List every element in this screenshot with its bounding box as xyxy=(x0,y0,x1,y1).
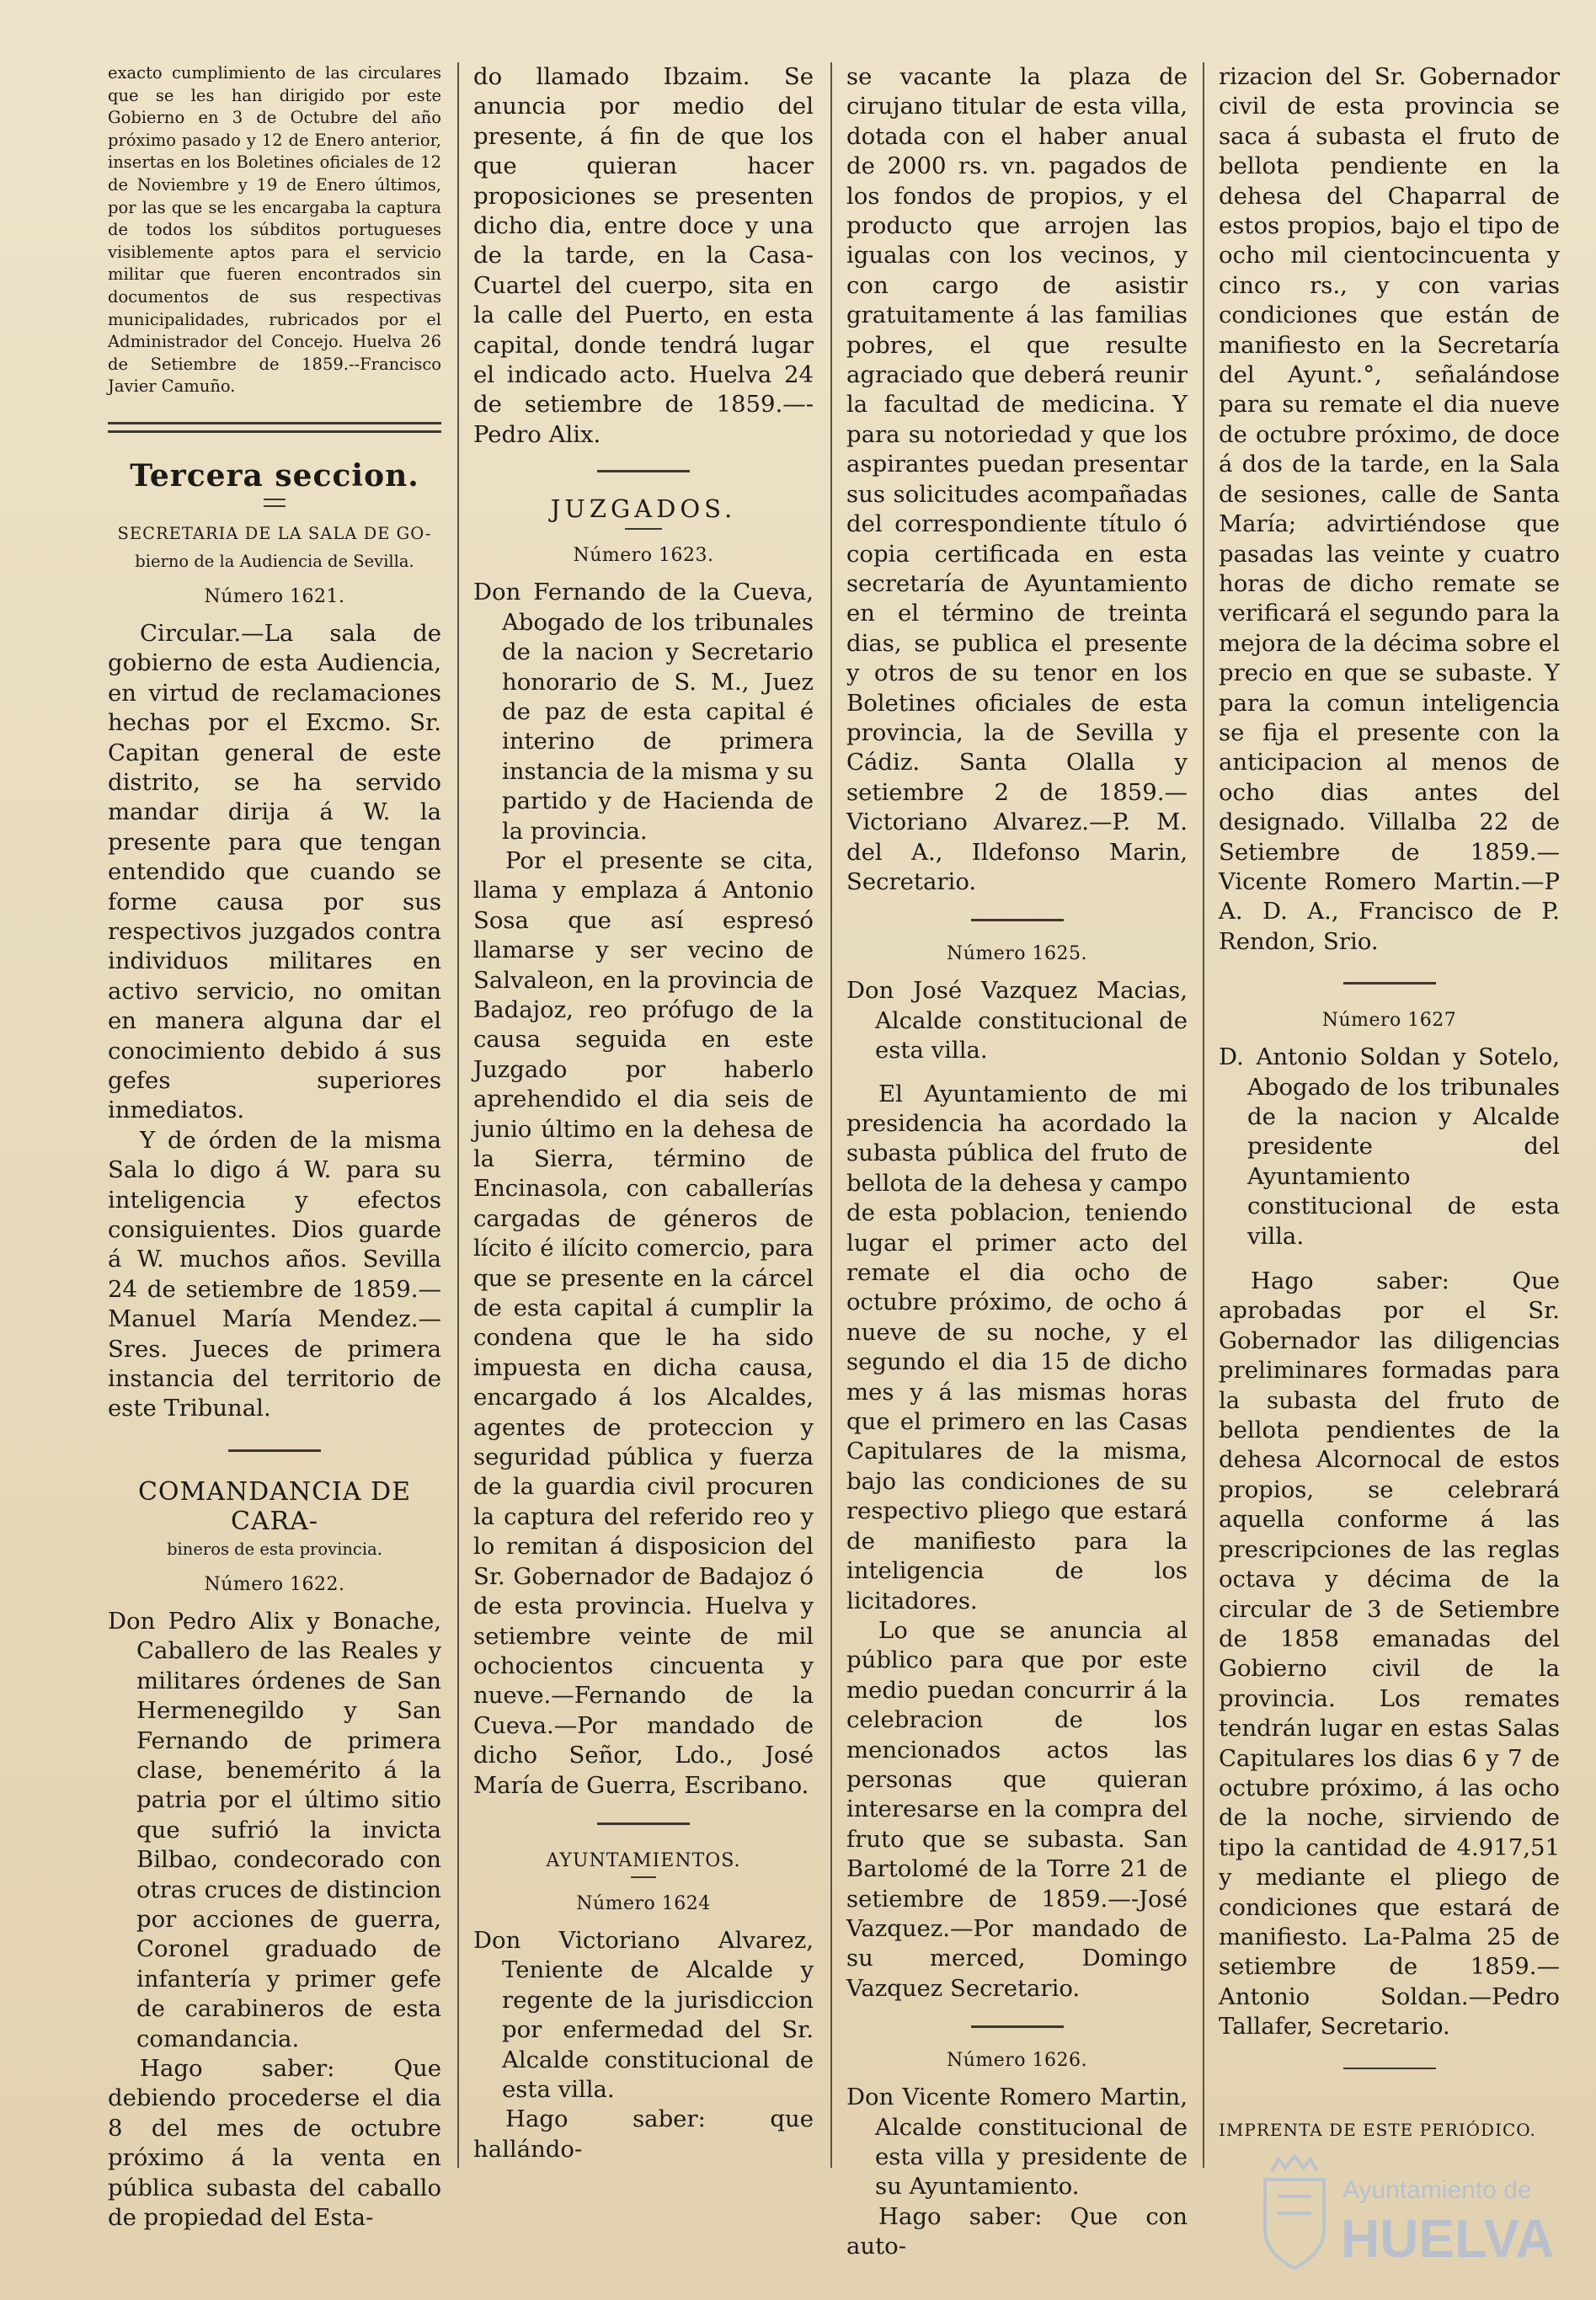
notice-number-1626: Número 1626. xyxy=(946,2050,1088,2072)
ayuntamientos-heading: AYUNTAMIENTOS. xyxy=(546,1849,741,1871)
notice-number-1625: Número 1625. xyxy=(946,943,1088,965)
notice-number-1627: Número 1627 xyxy=(1321,1010,1457,1032)
column-1 xyxy=(108,62,441,2231)
notice-1626-header: Don Vicente Romero Martin, Alcalde constitucional de esta villa y presidente de su Ayuntamiento. xyxy=(846,2084,1188,2201)
notice-divider xyxy=(597,1822,690,1825)
title-ornament xyxy=(264,499,286,507)
notice-1627-header: D. Antonio Soldan y Sotelo, Abogado de los tribunales de la nacion y Alcalde presidente del Ayuntamiento constitucional de esta villa. xyxy=(1219,1043,1560,1250)
printer-imprint: IMPRENTA DE ESTE PERIÓDICO. xyxy=(1219,2119,1536,2140)
column-rule xyxy=(457,62,459,2168)
notice-divider xyxy=(1343,2068,1436,2069)
section-title: Tercera seccion. xyxy=(130,457,419,494)
notice-1622-body: Hago saber: Que debiendo procederse el dia 8 del mes de octubre próximo á la venta en pública subasta del caballo de propiedad del Esta- xyxy=(108,2054,441,2231)
notice-number-1622: Número 1622. xyxy=(204,1573,345,1595)
notice-1624-continuation: se vacante la plaza de cirujano titular de esta villa, dotada con el haber anual de 2000 rs. vn. pagados de los fondos de propios, y el producto que arrojen las igualas con los vecinos, y con cargo de asistir gratuitamente á las familias pobres, el que resulte agraciado que deberá reunir la facultad de medicina. Y para su notoriedad y que los aspirantes puedan presentar sus solicitudes acompañadas del correspondiente título ó copia certificada en esta secretaría de Ayuntamiento en el término de treinta dias, se publica el presente y otros de su tenor en los Boletines oficiales de esta provincia, la de Sevilla y Cádiz. Santa Olalla y setiembre 2 de 1859.—Victoriano Alvarez.—P. M. del A., Ildefonso Marin, Secretario. xyxy=(846,63,1188,895)
watermark-text-bottom: HUELVA xyxy=(1341,2208,1555,2269)
column-rule xyxy=(1203,62,1204,2168)
notice-1625-header: Don José Vazquez Macias, Alcalde constitucional de esta villa. xyxy=(846,977,1188,1065)
notice-1621-closing: Y de órden de la misma Sala lo digo á W. para su inteligencia y efectos consiguientes. Dios guarde á W. muchos años. Sevilla 24 de setiembre de 1859.—Manuel María Mendez.—Sres. Jueces de primera instancia del territorio de este Tribunal. xyxy=(108,1126,441,1422)
huelva-watermark xyxy=(1231,2146,1585,2289)
notice-divider xyxy=(971,919,1064,921)
notice-1625-closing: Lo que se anuncia al público para que por este medio puedan concurrir á la celebracion de los mencionados actos las personas que quieran interesarse en la compra del fruto que se subasta. San Bartolomé de la Torre 21 de setiembre de 1859.—-José Vazquez.—Por mandado de su merced, Domingo Vazquez Secretario. xyxy=(846,1616,1188,2002)
notice-1627-body: Hago saber: Que aprobadas por el Sr. Gobernador las diligencias preliminares formadas para la subasta del fruto de bellota pendientes de la dehesa Alcornocal de estos propios, se celebrará aquella conforme á las prescripciones de las reglas octava y décima de la circular de 3 de Setiembre de 1858 emanadas del Gobierno civil de la provincia. Los remates tendrán lugar en estas Salas Capitulares los dias 6 y 7 de octubre próximo, á las ocho de la noche, sirviendo de tipo la cantidad de 4.917,51 y mediante el pliego de condiciones que estará de manifiesto. La-Palma 25 de setiembre de 1859.—Antonio Soldan.—Pedro Tallafer, Secretario. xyxy=(1219,1267,1560,2041)
notice-divider xyxy=(228,1449,321,1452)
notice-divider xyxy=(1343,982,1436,985)
column-4 xyxy=(1219,62,1560,2159)
notice-number-1621: Número 1621. xyxy=(204,585,345,607)
notice-1626-continuation: rizacion del Sr. Gobernador civil de esta provincia se saca á subasta el fruto de bellota pendiente en la dehesa del Chaparral de estos propios, bajo el tipo de ocho mil cientocincuenta y cinco rs., y con varias condiciones que están de manifiesto en la Secretaría del Ayunt.°, señalándose para su remate el dia nueve de octubre próximo, de doce á dos de la tarde, en la Sala de sesiones, calle de Santa María; advirtiéndose que pasadas las veinte y cuatro horas de dicho remate se verificará el segundo para la mejora de la décima sobre el precio en que se subaste. Y para la comun inteligencia se fija el presente con la anticipacion al menos de ocho dias antes del designado. Villalba 22 de Setiembre de 1859.—Vicente Romero Martin.—P A. D. A., Francisco de P. Rendon, Srio. xyxy=(1219,63,1560,955)
notice-1624-body: Hago saber: que hallándo- xyxy=(473,2105,814,2163)
column-2 xyxy=(473,62,814,2163)
column-rule xyxy=(830,62,832,2168)
column-3 xyxy=(846,62,1188,2260)
notice-1626-body: Hago saber: Que con auto- xyxy=(846,2202,1188,2260)
secretaria-heading: SECRETARIA DE LA SALA DE GO- xyxy=(117,523,432,543)
comandancia-heading: COMANDANCIA DE CARA- xyxy=(137,1476,412,1536)
notice-divider xyxy=(597,470,690,472)
heading-ornament xyxy=(625,528,662,530)
coat-of-arms-icon xyxy=(1231,2146,1585,2289)
section-divider xyxy=(108,422,441,433)
notice-1625-body: El Ayuntamiento de mi presidencia ha acordado la subasta pública del fruto de bellota de la dehesa y campo de esta poblacion, teniendo lugar el primer acto del remate el dia ocho de octubre próximo, de ocho á nueve de su noche, y el segundo el dia 15 de dicho mes y á las mismas horas que el primero en las Casas Capitulares de la misma, bajo las condiciones de su respectivo pliego que estará de manifiesto para la inteligencia de los licitadores. xyxy=(846,1080,1188,1614)
notice-1623-body: Por el presente se cita, llama y emplaza á Antonio Sosa que así espresó llamarse y ser vecino de Salvaleon, en la provincia de Badajoz, reo prófugo de la causa seguida en este Juzgado por haberlo aprehendido el dia seis de junio último en la dehesa de la Sierra, término de Encinasola, con caballerías cargadas de géneros de lícito é ilícito comercio, para que se presente en la cárcel de esta capital á cumplir la condena que le ha sido impuesta en dicha causa, encargado á los Alcaldes, agentes de proteccion y seguridad pública y fuerza de la guardia civil procuren la captura del referido reo y lo remitan á disposicion del Sr. Gobernador de Badajoz ó de esta provincia. Huelva y setiembre veinte de mil ochocientos cincuenta y nueve.—Fernando de la Cueva.—Por mandado de dicho Señor, Ldo., José María de Guerra, Escribano. xyxy=(473,846,814,1799)
comandancia-subheading: bineros de esta provincia. xyxy=(167,1539,382,1559)
juzgados-heading: JUZGADOS. xyxy=(550,494,737,524)
watermark-text-top: Ayuntamiento de xyxy=(1342,2176,1532,2204)
notice-1622-continuation: do llamado Ibzaim. Se anuncia por medio del presente, á fin de que los que quieran hacer proposiciones se presenten dicho dia, entre doce y una de la tarde, en la Casa-Cuartel del cuerpo, sita en la calle del Puerto, en esta capital, donde tendrá lugar el indicado acto. Huelva 24 de setiembre de 1859.—-Pedro Alix. xyxy=(473,63,814,448)
secretaria-subheading: bierno de la Audiencia de Sevilla. xyxy=(135,551,414,571)
notice-1623-header: Don Fernando de la Cueva, Abogado de los tribunales de la nacion y Secretario honorario de S. M., Juez de paz de esta capital é interino de primera instancia de la misma y su partido y de Hacienda de la provincia. xyxy=(473,579,814,845)
notice-1624-header: Don Victoriano Alvarez, Teniente de Alcalde y regente de la jurisdiccion por enfermedad del Sr. Alcalde constitucional de esta villa. xyxy=(473,1926,814,2103)
circular-continuation: exacto cumplimiento de las circulares que se les han dirigido por este Gobierno en 3 de Octubre del año próximo pasado y 12 de Enero anterior, insertas en los Boletines oficiales de 12 de Noviembre y 19 de Enero últimos, por las que se les encargaba la captura de todos los súbditos portugueses visiblemente aptos para el servicio militar que fueren encontrados sin documentos de sus respectivas municipalidades, rubricados por el Administrador del Concejo. Huelva 26 de Setiembre de 1859.--Francisco Javier Camuño. xyxy=(108,63,441,397)
heading-ornament xyxy=(631,1876,656,1878)
notice-number-1623: Número 1623. xyxy=(573,545,714,567)
notice-1622-header: Don Pedro Alix y Bonache, Caballero de las Reales y militares órdenes de San Hermenegildo y San Fernando de primera clase, benemérito á la patria por el último sitio que sufrió la invicta Bilbao, condecorado con otras cruces de distincion por acciones de guerra, Coronel graduado de infantería y primer gefe de carabineros de esta comandancia. xyxy=(108,1607,441,2052)
notice-number-1624: Número 1624 xyxy=(576,1892,711,1914)
notice-1621-body: Circular.—La sala de gobierno de esta Audiencia, en virtud de reclamaciones hechas por el Excmo. Sr. Capitan general de este distrito, se ha servido mandar dirija á W. la presente para que tengan entendido que cuando se forme causa por sus respectivos juzgados contra individuos militares en activo servicio, no omitan en manera alguna dar el conocimiento debido á sus gefes superiores inmediatos. xyxy=(108,619,441,1124)
notice-divider xyxy=(971,2025,1064,2028)
